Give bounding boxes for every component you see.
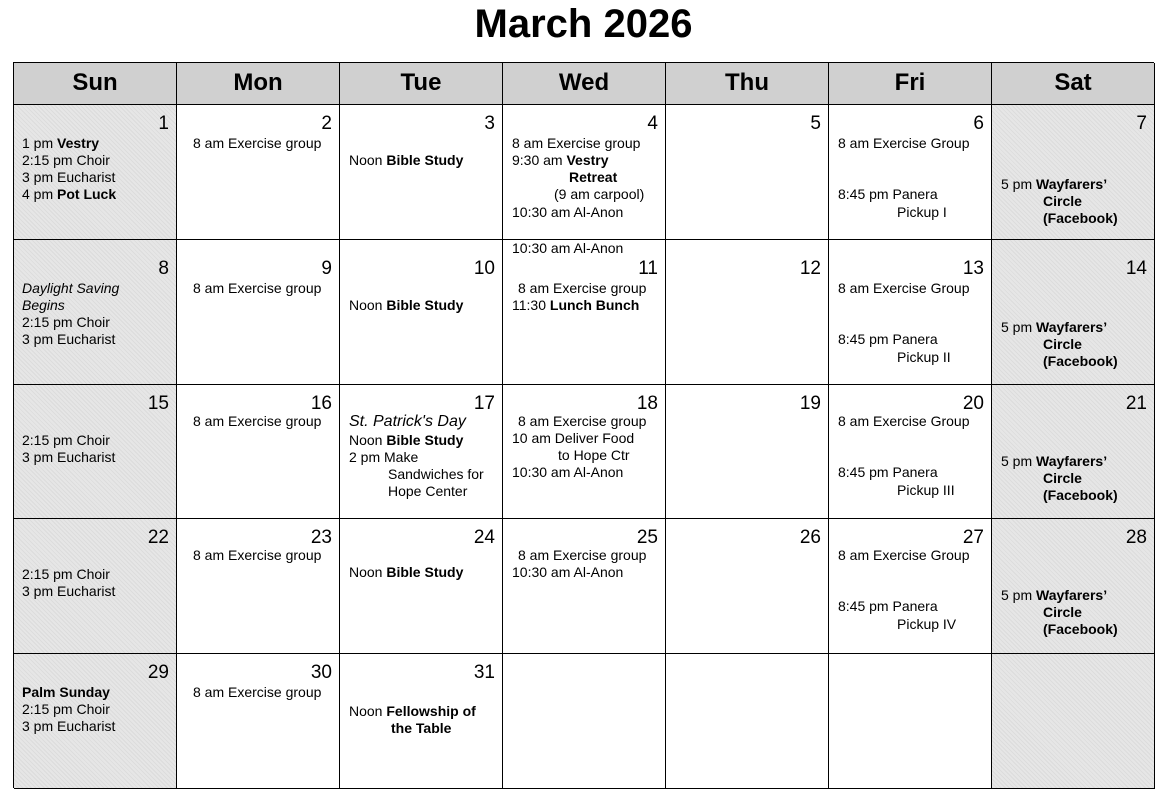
event-text: Hope Center: [388, 483, 468, 499]
event-text: 3 pm Eucharist: [22, 449, 116, 465]
event-text: 2:15 pm Choir: [22, 566, 110, 582]
event-line: [1043, 353, 1118, 370]
event-line: [838, 413, 970, 430]
event-note: Daylight Saving: [22, 280, 120, 296]
day-number: 22: [147, 527, 169, 548]
weekday-header-tue: Tue: [340, 63, 503, 105]
event-line: [193, 135, 321, 152]
weekday-header-fri: Fri: [829, 63, 992, 105]
event-line: [1043, 470, 1082, 487]
event-text: 8 am Exercise Group: [838, 413, 970, 429]
event-text: 3 pm Eucharist: [22, 169, 116, 185]
weekday-header-mon: Mon: [177, 63, 340, 105]
event-title: Palm Sunday: [22, 684, 110, 700]
event-text: Noon: [349, 703, 387, 719]
event-line: [838, 135, 970, 152]
event-text: 4 pm: [22, 186, 58, 202]
page-title: March 2026: [474, 2, 693, 46]
day-cell-21[interactable]: [992, 385, 1155, 519]
event-line: [1043, 210, 1118, 227]
event-title: Wayfarers’: [1036, 319, 1108, 335]
event-title: the Table: [391, 720, 452, 736]
event-title: Circle: [1043, 336, 1082, 352]
event-line: [391, 720, 451, 737]
event-line: [22, 331, 115, 348]
event-text: 11:30: [512, 297, 550, 313]
event-title: Pot Luck: [57, 186, 117, 202]
event-title: Circle: [1043, 470, 1082, 486]
event-text: Noon: [349, 297, 387, 313]
day-number: 25: [636, 527, 658, 548]
event-text: 8 am Exercise group: [193, 413, 322, 429]
day-cell-29[interactable]: [14, 654, 177, 789]
event-line: [838, 598, 938, 615]
event-line: [22, 566, 110, 583]
event-line: [22, 583, 115, 600]
event-text: 8 am Exercise group: [518, 547, 647, 563]
event-line: [1001, 453, 1107, 470]
day-cell-31[interactable]: [340, 654, 503, 789]
event-text: Pickup II: [897, 349, 951, 365]
event-line: [1001, 587, 1107, 604]
event-title: Bible Study: [386, 564, 464, 580]
event-title: (Facebook): [1043, 210, 1118, 226]
event-title: Bible Study: [386, 152, 464, 168]
event-text: Noon: [349, 564, 387, 580]
event-line: [193, 684, 321, 701]
event-note: Begins: [22, 297, 65, 313]
event-line: [349, 432, 463, 449]
event-line: [22, 280, 119, 297]
event-line: [518, 280, 646, 297]
day-cell-17[interactable]: [340, 385, 503, 519]
event-text: 10 am Deliver Food: [512, 430, 635, 446]
event-text: 3 pm Eucharist: [22, 331, 116, 347]
event-line: [838, 331, 938, 348]
event-line: [22, 297, 65, 314]
event-line: [897, 204, 947, 221]
event-line: [838, 464, 938, 481]
event-line: [1043, 487, 1118, 504]
event-title: Wayfarers’: [1036, 176, 1108, 192]
event-line: [512, 240, 623, 257]
day-number: 2: [321, 113, 332, 134]
day-number: 31: [473, 662, 495, 683]
event-title: Retreat: [569, 169, 618, 185]
event-text: 8 am Exercise group: [193, 280, 322, 296]
weekday-header-sun: Sun: [14, 63, 177, 105]
day-cell-12[interactable]: [666, 240, 829, 385]
event-text: 5 pm: [1001, 319, 1037, 335]
day-cell-15[interactable]: [14, 385, 177, 519]
day-number: 9: [321, 258, 332, 279]
day-cell-27[interactable]: [829, 519, 992, 654]
event-line: [518, 413, 646, 430]
event-text: 10:30 am Al-Anon: [512, 204, 624, 220]
event-line: [22, 186, 116, 203]
event-line: [22, 432, 110, 449]
event-line: [349, 413, 466, 430]
event-text: 5 pm: [1001, 587, 1037, 603]
event-title: Circle: [1043, 604, 1082, 620]
event-line: [349, 152, 463, 169]
calendar-grid: [13, 62, 1154, 788]
day-cell-7[interactable]: [992, 105, 1155, 240]
event-text: 8 am Exercise group: [518, 280, 647, 296]
event-line: [193, 413, 321, 430]
event-text: 8 am Exercise group: [193, 547, 322, 563]
event-text: 8 am Exercise Group: [838, 135, 970, 151]
event-text: to Hope Ctr: [558, 447, 630, 463]
event-line: [512, 204, 623, 221]
event-title: Wayfarers’: [1036, 587, 1108, 603]
event-text: 9:30 am: [512, 152, 567, 168]
day-cell-9[interactable]: [177, 240, 340, 385]
day-cell-11[interactable]: [503, 240, 666, 385]
event-text: 8 am Exercise group: [518, 413, 647, 429]
event-text: 8:45 pm Panera: [838, 598, 938, 614]
event-line: [388, 466, 484, 483]
event-text: 2:15 pm Choir: [22, 432, 110, 448]
event-text: 8 am Exercise Group: [838, 547, 970, 563]
day-number: 18: [636, 393, 658, 414]
event-text: 3 pm Eucharist: [22, 583, 116, 599]
day-number: 26: [799, 527, 821, 548]
day-cell-24[interactable]: [340, 519, 503, 654]
day-number: 23: [310, 527, 332, 548]
day-cell-22[interactable]: [14, 519, 177, 654]
day-number: 1: [158, 113, 169, 134]
weekday-header-wed: Wed: [503, 63, 666, 105]
event-title: Wayfarers’: [1036, 453, 1108, 469]
day-cell-8[interactable]: [14, 240, 177, 385]
event-text: Pickup III: [897, 482, 955, 498]
day-cell-30[interactable]: [177, 654, 340, 789]
day-number: 30: [310, 662, 332, 683]
event-line: [1043, 336, 1082, 353]
event-line: [349, 703, 476, 720]
day-cell-20[interactable]: [829, 385, 992, 519]
day-number: 3: [484, 113, 495, 134]
event-title: Fellowship of: [386, 703, 476, 719]
empty-day-cell[interactable]: [503, 654, 666, 789]
empty-day-cell[interactable]: [829, 654, 992, 789]
day-number: 13: [962, 258, 984, 279]
event-text: 3 pm Eucharist: [22, 718, 116, 734]
event-text: 5 pm: [1001, 176, 1037, 192]
event-line: [512, 464, 623, 481]
event-text: 8:45 pm Panera: [838, 464, 938, 480]
event-line: [838, 547, 970, 564]
event-text: 1 pm: [22, 135, 58, 151]
day-number: 8: [158, 258, 169, 279]
event-note: St. Patrick's Day: [349, 413, 466, 430]
event-text: 10:30 am Al-Anon: [512, 240, 624, 256]
event-text: 8:45 pm Panera: [838, 186, 938, 202]
event-line: [1043, 604, 1082, 621]
weekday-header-sat: Sat: [992, 63, 1155, 105]
event-line: [512, 564, 623, 581]
day-cell-6[interactable]: [829, 105, 992, 240]
event-line: [512, 430, 634, 447]
day-cell-23[interactable]: [177, 519, 340, 654]
event-text: (9 am carpool): [554, 186, 645, 202]
event-text: 8 am Exercise group: [512, 135, 641, 151]
event-title: Circle: [1043, 193, 1082, 209]
day-number: 17: [473, 393, 495, 414]
event-text: 2 pm Make: [349, 449, 419, 465]
day-cell-1[interactable]: [14, 105, 177, 240]
event-title: Bible Study: [386, 432, 464, 448]
day-cell-28[interactable]: [992, 519, 1155, 654]
event-line: [193, 547, 321, 564]
event-line: [518, 547, 646, 564]
event-title: (Facebook): [1043, 621, 1118, 637]
event-title: Vestry: [566, 152, 609, 168]
event-line: [22, 718, 115, 735]
event-line: [838, 280, 970, 297]
empty-day-cell[interactable]: [992, 654, 1155, 789]
event-line: [512, 297, 639, 314]
day-cell-18[interactable]: [503, 385, 666, 519]
event-line: [569, 169, 617, 186]
event-line: [512, 152, 609, 169]
event-line: [512, 135, 640, 152]
event-line: [1001, 319, 1107, 336]
event-text: 8:45 pm Panera: [838, 331, 938, 347]
day-number: 14: [1125, 258, 1147, 279]
event-title: (Facebook): [1043, 487, 1118, 503]
event-line: [558, 447, 630, 464]
day-number: 15: [147, 393, 169, 414]
event-line: [1043, 621, 1118, 638]
day-cell-10[interactable]: [340, 240, 503, 385]
event-text: 8 am Exercise group: [193, 684, 322, 700]
event-line: [193, 280, 321, 297]
day-number: 6: [973, 113, 984, 134]
event-text: 2:15 pm Choir: [22, 314, 110, 330]
day-number: 19: [799, 393, 821, 414]
day-number: 28: [1125, 527, 1147, 548]
event-line: [897, 482, 955, 499]
day-cell-26[interactable]: [666, 519, 829, 654]
day-number: 12: [799, 258, 821, 279]
event-line: [388, 483, 467, 500]
event-text: 10:30 am Al-Anon: [512, 464, 624, 480]
event-text: 8 am Exercise Group: [838, 280, 970, 296]
event-line: [349, 564, 463, 581]
event-text: Pickup I: [897, 204, 947, 220]
event-line: [22, 152, 110, 169]
event-text: 2:15 pm Choir: [22, 701, 110, 717]
event-text: 10:30 am Al-Anon: [512, 564, 624, 580]
event-title: Vestry: [57, 135, 100, 151]
day-cell-4[interactable]: [503, 105, 666, 240]
event-text: Noon: [349, 152, 387, 168]
event-title: Bible Study: [386, 297, 464, 313]
event-line: [22, 135, 99, 152]
event-line: [22, 169, 115, 186]
event-text: Pickup IV: [897, 616, 957, 632]
event-line: [1001, 176, 1107, 193]
day-number: 11: [638, 258, 658, 279]
day-cell-13[interactable]: [829, 240, 992, 385]
day-number: 16: [310, 393, 332, 414]
event-line: [22, 701, 110, 718]
event-line: [349, 449, 418, 466]
event-text: Noon: [349, 432, 387, 448]
day-number: 24: [473, 527, 495, 548]
event-line: [22, 449, 115, 466]
event-text: 2:15 pm Choir: [22, 152, 110, 168]
event-text: 5 pm: [1001, 453, 1037, 469]
event-line: [838, 186, 938, 203]
day-cell-5[interactable]: [666, 105, 829, 240]
day-number: 27: [962, 527, 984, 548]
event-title: (Facebook): [1043, 353, 1118, 369]
day-cell-3[interactable]: [340, 105, 503, 240]
event-line: [1043, 193, 1082, 210]
day-number: 5: [810, 113, 821, 134]
event-line: [22, 684, 110, 701]
day-number: 29: [147, 662, 169, 683]
day-cell-16[interactable]: [177, 385, 340, 519]
day-cell-19[interactable]: [666, 385, 829, 519]
day-cell-25[interactable]: [503, 519, 666, 654]
empty-day-cell[interactable]: [666, 654, 829, 789]
day-number: 21: [1125, 393, 1147, 414]
event-text: Sandwiches for: [388, 466, 484, 482]
event-line: [22, 314, 110, 331]
event-title: Lunch Bunch: [549, 297, 640, 313]
event-text: 8 am Exercise group: [193, 135, 322, 151]
day-number: 4: [647, 113, 658, 134]
day-number: 10: [473, 258, 495, 279]
weekday-header-thu: Thu: [666, 63, 829, 105]
day-cell-2[interactable]: [177, 105, 340, 240]
day-cell-14[interactable]: [992, 240, 1155, 385]
day-number: 7: [1136, 113, 1147, 134]
event-line: [897, 616, 956, 633]
event-line: [349, 297, 463, 314]
event-line: [554, 186, 644, 203]
day-number: 20: [962, 393, 984, 414]
event-line: [897, 349, 951, 366]
